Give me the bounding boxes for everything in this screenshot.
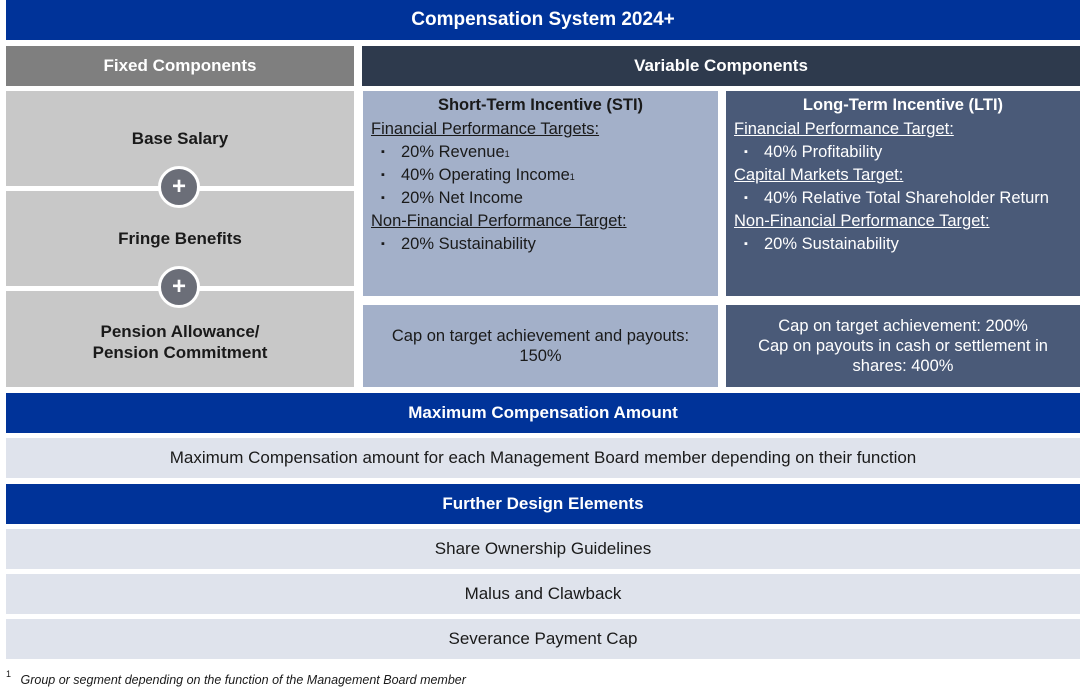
footnote-mark: 1 xyxy=(6,669,12,679)
max-compensation-header: Maximum Compensation Amount xyxy=(6,393,1080,433)
bullet-icon: ▪ xyxy=(381,238,385,250)
list-item xyxy=(381,189,710,208)
list-item xyxy=(744,189,1072,208)
list-item xyxy=(381,143,710,162)
sti-cap-line: 150% xyxy=(519,347,562,365)
sti-item-text: 20% Sustainability xyxy=(401,235,536,253)
lti-panel xyxy=(726,91,1080,296)
lti-nonfinancial-heading: Non-Financial Performance Target: xyxy=(734,212,990,230)
footnote xyxy=(6,671,1006,691)
lti-item-text: 40% Profitability xyxy=(764,143,883,161)
sti-financial-heading: Financial Performance Targets: xyxy=(371,120,600,138)
bullet-icon: ▪ xyxy=(381,146,385,158)
lti-title: Long-Term Incentive (LTI) xyxy=(802,96,1004,114)
malus-clawback-row: Malus and Clawback xyxy=(6,574,1080,614)
lti-cap-line: shares: 400% xyxy=(852,357,954,375)
bullet-icon: ▪ xyxy=(744,192,748,204)
lti-financial-heading: Financial Performance Target: xyxy=(734,120,954,138)
plus-icon: + xyxy=(158,266,200,308)
share-ownership-row: Share Ownership Guidelines xyxy=(6,529,1080,569)
max-compensation-text: Maximum Compensation amount for each Management Board member depending on their function xyxy=(6,438,1080,478)
sti-item-text: 20% Net Income xyxy=(401,189,523,207)
plus-icon: + xyxy=(158,166,200,208)
lti-item-text: 40% Relative Total Shareholder Return xyxy=(764,189,1049,207)
further-design-header: Further Design Elements xyxy=(6,484,1080,524)
sti-title: Short-Term Incentive (STI) xyxy=(437,96,644,114)
sti-cap-box xyxy=(363,305,718,387)
pension-allowance-label: Pension Allowance/ xyxy=(100,322,260,341)
sti-nonfinancial-heading: Non-Financial Performance Target: xyxy=(371,212,627,230)
lti-cap-line: Cap on payouts in cash or settlement in xyxy=(758,337,1048,355)
list-item xyxy=(744,235,1072,254)
sti-item-text: 20% Revenue xyxy=(401,143,505,161)
bullet-icon: ▪ xyxy=(381,169,385,181)
footnote-text: Group or segment depending on the function of the Management Board member xyxy=(20,673,466,688)
bullet-icon: ▪ xyxy=(744,146,748,158)
base-salary-label: Base Salary xyxy=(131,129,229,148)
fixed-components-header: Fixed Components xyxy=(6,46,354,86)
lti-item-text: 20% Sustainability xyxy=(764,235,899,253)
fringe-benefits-label: Fringe Benefits xyxy=(118,229,242,248)
sti-item-text: 40% Operating Income xyxy=(401,166,570,184)
lti-cap-line: Cap on target achievement: 200% xyxy=(778,317,1028,335)
sti-cap-line: Cap on target achievement and payouts: xyxy=(391,327,690,345)
variable-components-header: Variable Components xyxy=(362,46,1080,86)
list-item xyxy=(381,166,710,185)
page-title: Compensation System 2024+ xyxy=(6,0,1080,40)
pension-commitment-label: Pension Commitment xyxy=(92,343,268,362)
list-item xyxy=(381,235,710,254)
sti-panel xyxy=(363,91,718,296)
footnote-marker: 1 xyxy=(504,149,510,159)
list-item xyxy=(744,143,1072,162)
lti-cap-box xyxy=(726,305,1080,387)
bullet-icon: ▪ xyxy=(381,192,385,204)
bullet-icon: ▪ xyxy=(744,238,748,250)
lti-capital-heading: Capital Markets Target: xyxy=(734,166,904,184)
footnote-marker: 1 xyxy=(569,172,575,182)
severance-cap-row: Severance Payment Cap xyxy=(6,619,1080,659)
